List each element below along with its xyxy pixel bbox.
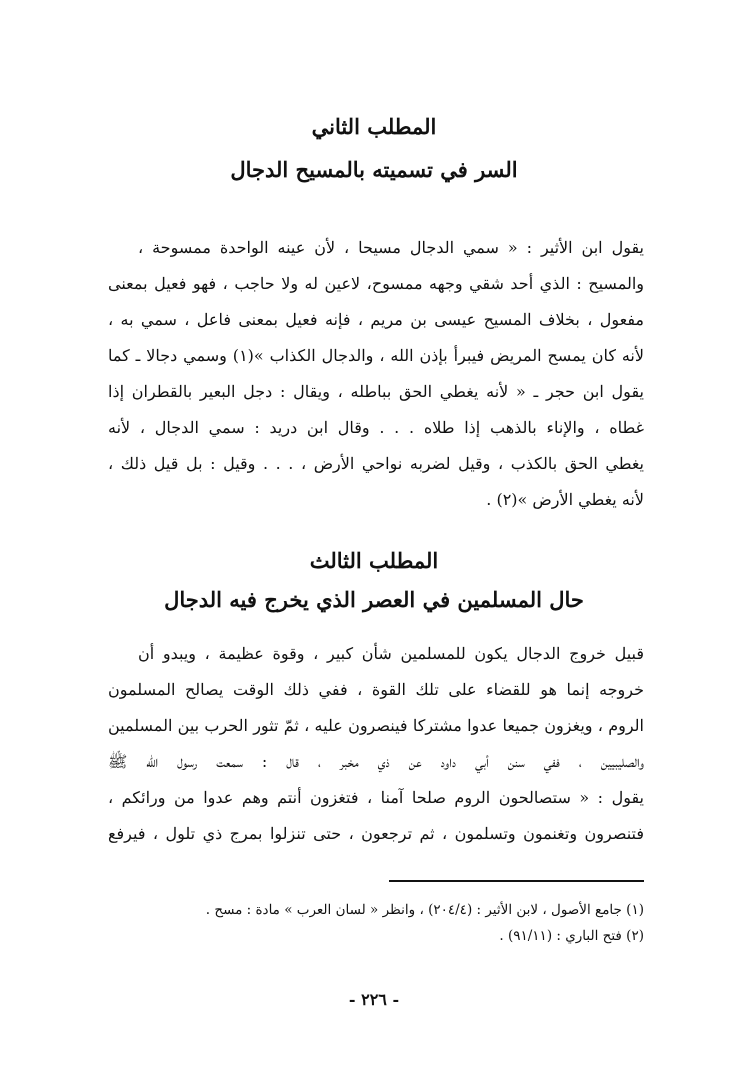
text-line: قبيل خروج الدجال يكون للمسلمين شأن كبير ، وقوة عظيمة ، ويبدو أن (138, 644, 644, 663)
section-subtitle-2: حال المسلمين في العصر الذي يخرج فيه الدجال (164, 587, 584, 612)
section-subtitle-1: السر في تسميته بالمسيح الدجال (230, 157, 518, 182)
section-title-1: المطلب الثاني (311, 114, 437, 139)
text-line: لأنه يغطي الأرض »(٢) . (486, 490, 644, 509)
text-line: يقول : « ستصالحون الروم صلحا آمنا ، فتغزون أنتم وهم عدوا من ورائكم ، (108, 788, 644, 807)
text-line: خروجه إنما هو للقضاء على تلك القوة ، ففي ذلك الوقت يصالح المسلمون (108, 680, 644, 699)
text-line: فتنصرون وتغنمون وتسلمون ، ثم ترجعون ، حتى تنزلوا بمرج ذي تلول ، فيرفع (108, 824, 644, 843)
footnote-divider (389, 880, 644, 882)
section-title-2: المطلب الثالث (309, 548, 439, 573)
text-line: لأنه كان يمسح المريض فيبرأ بإذن الله ، والدجال الكذاب »(١) وسمي دجالا ـ كما (108, 346, 644, 365)
footnote-2: (٢) فتح الباري : (٩١/١١) . (499, 928, 644, 944)
text-line: والصليبيين ، ففي سنن أبي داود عن ذي مخبر ، قال : سمعت رسول الله ﷺ (108, 752, 644, 771)
page-number: - ٢٢٦ - (348, 990, 400, 1009)
text-line: الروم ، ويغزون جميعا عدوا مشتركا فينصرون عليه ، ثمّ تثور الحرب بين المسلمين (108, 716, 644, 735)
footnote-1: (١) جامع الأصول ، لابن الأثير : (٢٠٤/٤) ، وانظر « لسان العرب » مادة : مسح . (205, 902, 644, 918)
text-line: والمسيح : الذي أحد شقي وجهه ممسوح، لاعين له ولا حاجب ، فهو فعيل بمعنى (108, 274, 644, 293)
text-line: يغطي الحق بالكذب ، وقيل لضربه نواحي الأرض ، . . . وقيل : بل قيل ذلك ، (108, 454, 644, 473)
text-line: غطاه ، والإناء بالذهب إذا طلاه . . . وقال ابن دريد : سمي الدجال ، لأنه (108, 418, 644, 437)
text-line: يقول ابن الأثير : « سمي الدجال مسيحا ، لأن عينه الواحدة ممسوحة ، (138, 238, 644, 257)
text-line: يقول ابن حجر ـ « لأنه يغطي الحق بباطله ، ويقال : دجل البعير بالقطران إذا (108, 382, 644, 401)
text-line: مفعول ، بخلاف المسيح عيسى بن مريم ، فإنه فعيل بمعنى فاعل ، سمي به ، (108, 310, 644, 329)
